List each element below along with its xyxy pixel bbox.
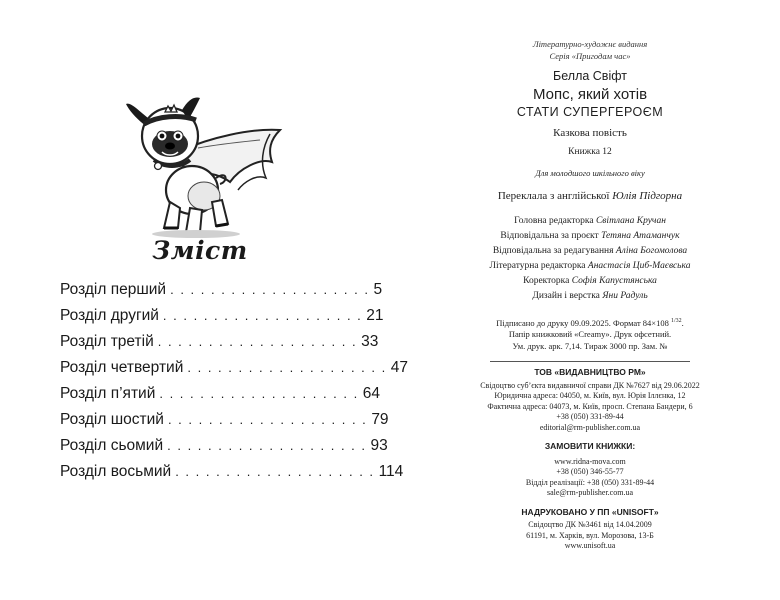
credit-role: Відповідальна за проєкт <box>500 231 599 241</box>
toc-leader-dots: . . . . . . . . . . . . . . . . . . . . <box>167 438 367 453</box>
print-paper-line: Папір книжковий «Creamy». Друк офсетний. <box>508 329 672 340</box>
toc-entry-label: Розділ п’ятий <box>60 385 156 402</box>
toc-entry[interactable] <box>60 359 408 385</box>
translator-label: Переклала з англійської <box>497 190 610 202</box>
print-run-line: Ум. друк. арк. 7,14. Тираж 3000 пр. Зам. № <box>512 340 668 351</box>
publisher-actual-address: Фактична адреса: 04073, м. Київ, просп. Степана Бандери, 6 <box>487 401 693 411</box>
order-heading: ЗАМОВИТИ КНИЖКИ: <box>544 441 636 452</box>
toc-leader-dots: . . . . . . . . . . . . . . . . . . . . <box>159 386 359 401</box>
toc-entry-label: Розділ восьмий <box>60 463 172 480</box>
toc-entry[interactable] <box>60 307 384 333</box>
printer-details <box>440 520 740 552</box>
credit-role: Коректорка <box>523 276 570 286</box>
credit-role: Дизайн і верстка <box>532 291 600 301</box>
toc-entry-label: Розділ другий <box>60 307 159 324</box>
print-info <box>440 316 740 352</box>
publisher-certificate: Свідоцтво суб’єкта видавничої справи ДК №7627 від 29.06.2022 <box>480 380 700 390</box>
publisher-details <box>440 381 740 434</box>
toc-entry-label: Розділ четвертий <box>60 359 184 376</box>
publisher-name: ТОВ «ВИДАВНИЦТВО РМ» <box>534 367 646 378</box>
credit-line <box>440 259 740 274</box>
toc-leader-dots: . . . . . . . . . . . . . . . . . . . . <box>157 334 358 349</box>
toc-leader-dots: . . . . . . . . . . . . . . . . . . . . <box>187 360 387 375</box>
book-number: Книжка 12 <box>568 147 612 157</box>
toc-entry[interactable] <box>60 385 380 411</box>
toc-entry-page: 33 <box>361 333 379 350</box>
credit-line <box>440 229 740 244</box>
translator-name: Юлія Підгорна <box>612 190 683 202</box>
toc-entry-page: 114 <box>378 463 404 480</box>
credit-line <box>440 214 740 229</box>
toc-leader-dots: . . . . . . . . . . . . . . . . . . . . <box>162 308 363 323</box>
toc-entry-page: 79 <box>371 411 389 428</box>
toc-entry-page: 5 <box>373 281 383 298</box>
pug-superhero-illustration <box>120 78 290 243</box>
toc-entry[interactable] <box>60 411 389 437</box>
toc-entry-label: Розділ шостий <box>60 411 164 428</box>
toc-entry-page: 64 <box>362 385 380 402</box>
toc-entry-label: Розділ третій <box>60 333 154 350</box>
credits-list <box>440 214 740 304</box>
publisher-email: editorial@rm-publisher.com.ua <box>539 422 641 432</box>
credit-line <box>440 274 740 289</box>
credit-line <box>440 244 740 259</box>
print-signed-end: . <box>681 317 684 328</box>
print-signed-text: Підписано до друку 09.09.2025. Формат 84×108 <box>496 317 669 328</box>
edition-type: Літературно-художнє видання <box>532 39 648 49</box>
sales-email: sale@rm-publisher.com.ua <box>546 488 633 498</box>
divider <box>490 361 690 362</box>
credit-role: Відповідальна за редагування <box>492 246 614 256</box>
toc-list <box>60 281 408 489</box>
toc-entry[interactable] <box>60 281 383 307</box>
toc-entry-page: 47 <box>390 359 408 376</box>
printer-heading: НАДРУКОВАНО У ПП «UNISOFT» <box>521 506 659 517</box>
credit-person: Софія Капустянська <box>571 276 657 286</box>
toc-leader-dots: . . . . . . . . . . . . . . . . . . . . <box>170 282 370 297</box>
printer-website: www.unisoft.ua <box>564 541 616 551</box>
toc-leader-dots: . . . . . . . . . . . . . . . . . . . . <box>167 412 368 427</box>
credit-role: Літературна редакторка <box>489 261 586 271</box>
toc-leader-dots: . . . . . . . . . . . . . . . . . . . . <box>175 464 375 479</box>
author-name: Белла Свіфт <box>553 69 627 83</box>
order-details <box>440 457 740 499</box>
toc-title: Зміст <box>152 236 248 265</box>
toc-entry[interactable] <box>60 333 379 359</box>
publisher-phone: +38 (050) 331-89-44 <box>556 412 624 422</box>
printer-certificate: Свідоцтво ДК №3461 від 14.04.2009 <box>528 520 652 530</box>
credit-person: Тетяна Атаманчук <box>601 231 680 241</box>
credit-person: Аліна Богомолова <box>615 246 688 256</box>
genre: Казкова повість <box>553 127 627 139</box>
toc-entry-label: Розділ перший <box>60 281 167 298</box>
publisher-legal-address: Юридична адреса: 04050, м. Київ, вул. Юрія Іллєнка, 12 <box>494 391 686 401</box>
toc-entry[interactable] <box>60 463 404 489</box>
right-page-colophon <box>440 0 740 600</box>
credit-role: Головна редакторка <box>514 216 594 226</box>
age-group: Для молодшого шкільного віку <box>535 167 645 178</box>
credit-person: Анастасія Циб-Маєвська <box>587 261 691 271</box>
credit-line <box>440 289 740 304</box>
series-name: Серія «Пригодам час» <box>549 50 631 61</box>
sales-phone: Відділ реалізації: +38 (050) 331-89-44 <box>525 477 655 487</box>
order-website: www.ridna-mova.com <box>554 456 626 466</box>
print-format-fraction: 1/32 <box>670 318 682 324</box>
credit-person: Світлана Кручан <box>595 216 666 226</box>
print-signed-line <box>440 316 740 329</box>
toc-entry-page: 93 <box>370 437 388 454</box>
toc-entry-label: Розділ сьомий <box>60 437 164 454</box>
book-title-line1: Мопс, який хотів <box>532 85 648 103</box>
toc-entry-page: 21 <box>366 307 384 324</box>
book-title-line2: СТАТИ СУПЕРГЕРОЄМ <box>516 104 664 119</box>
printer-address: 61191, м. Харків, вул. Морозова, 13-Б <box>526 530 654 540</box>
order-phone: +38 (050) 346-55-77 <box>556 467 624 477</box>
toc-entry[interactable] <box>60 437 388 463</box>
credit-person: Яни Радуль <box>602 291 648 301</box>
translator <box>440 191 740 202</box>
